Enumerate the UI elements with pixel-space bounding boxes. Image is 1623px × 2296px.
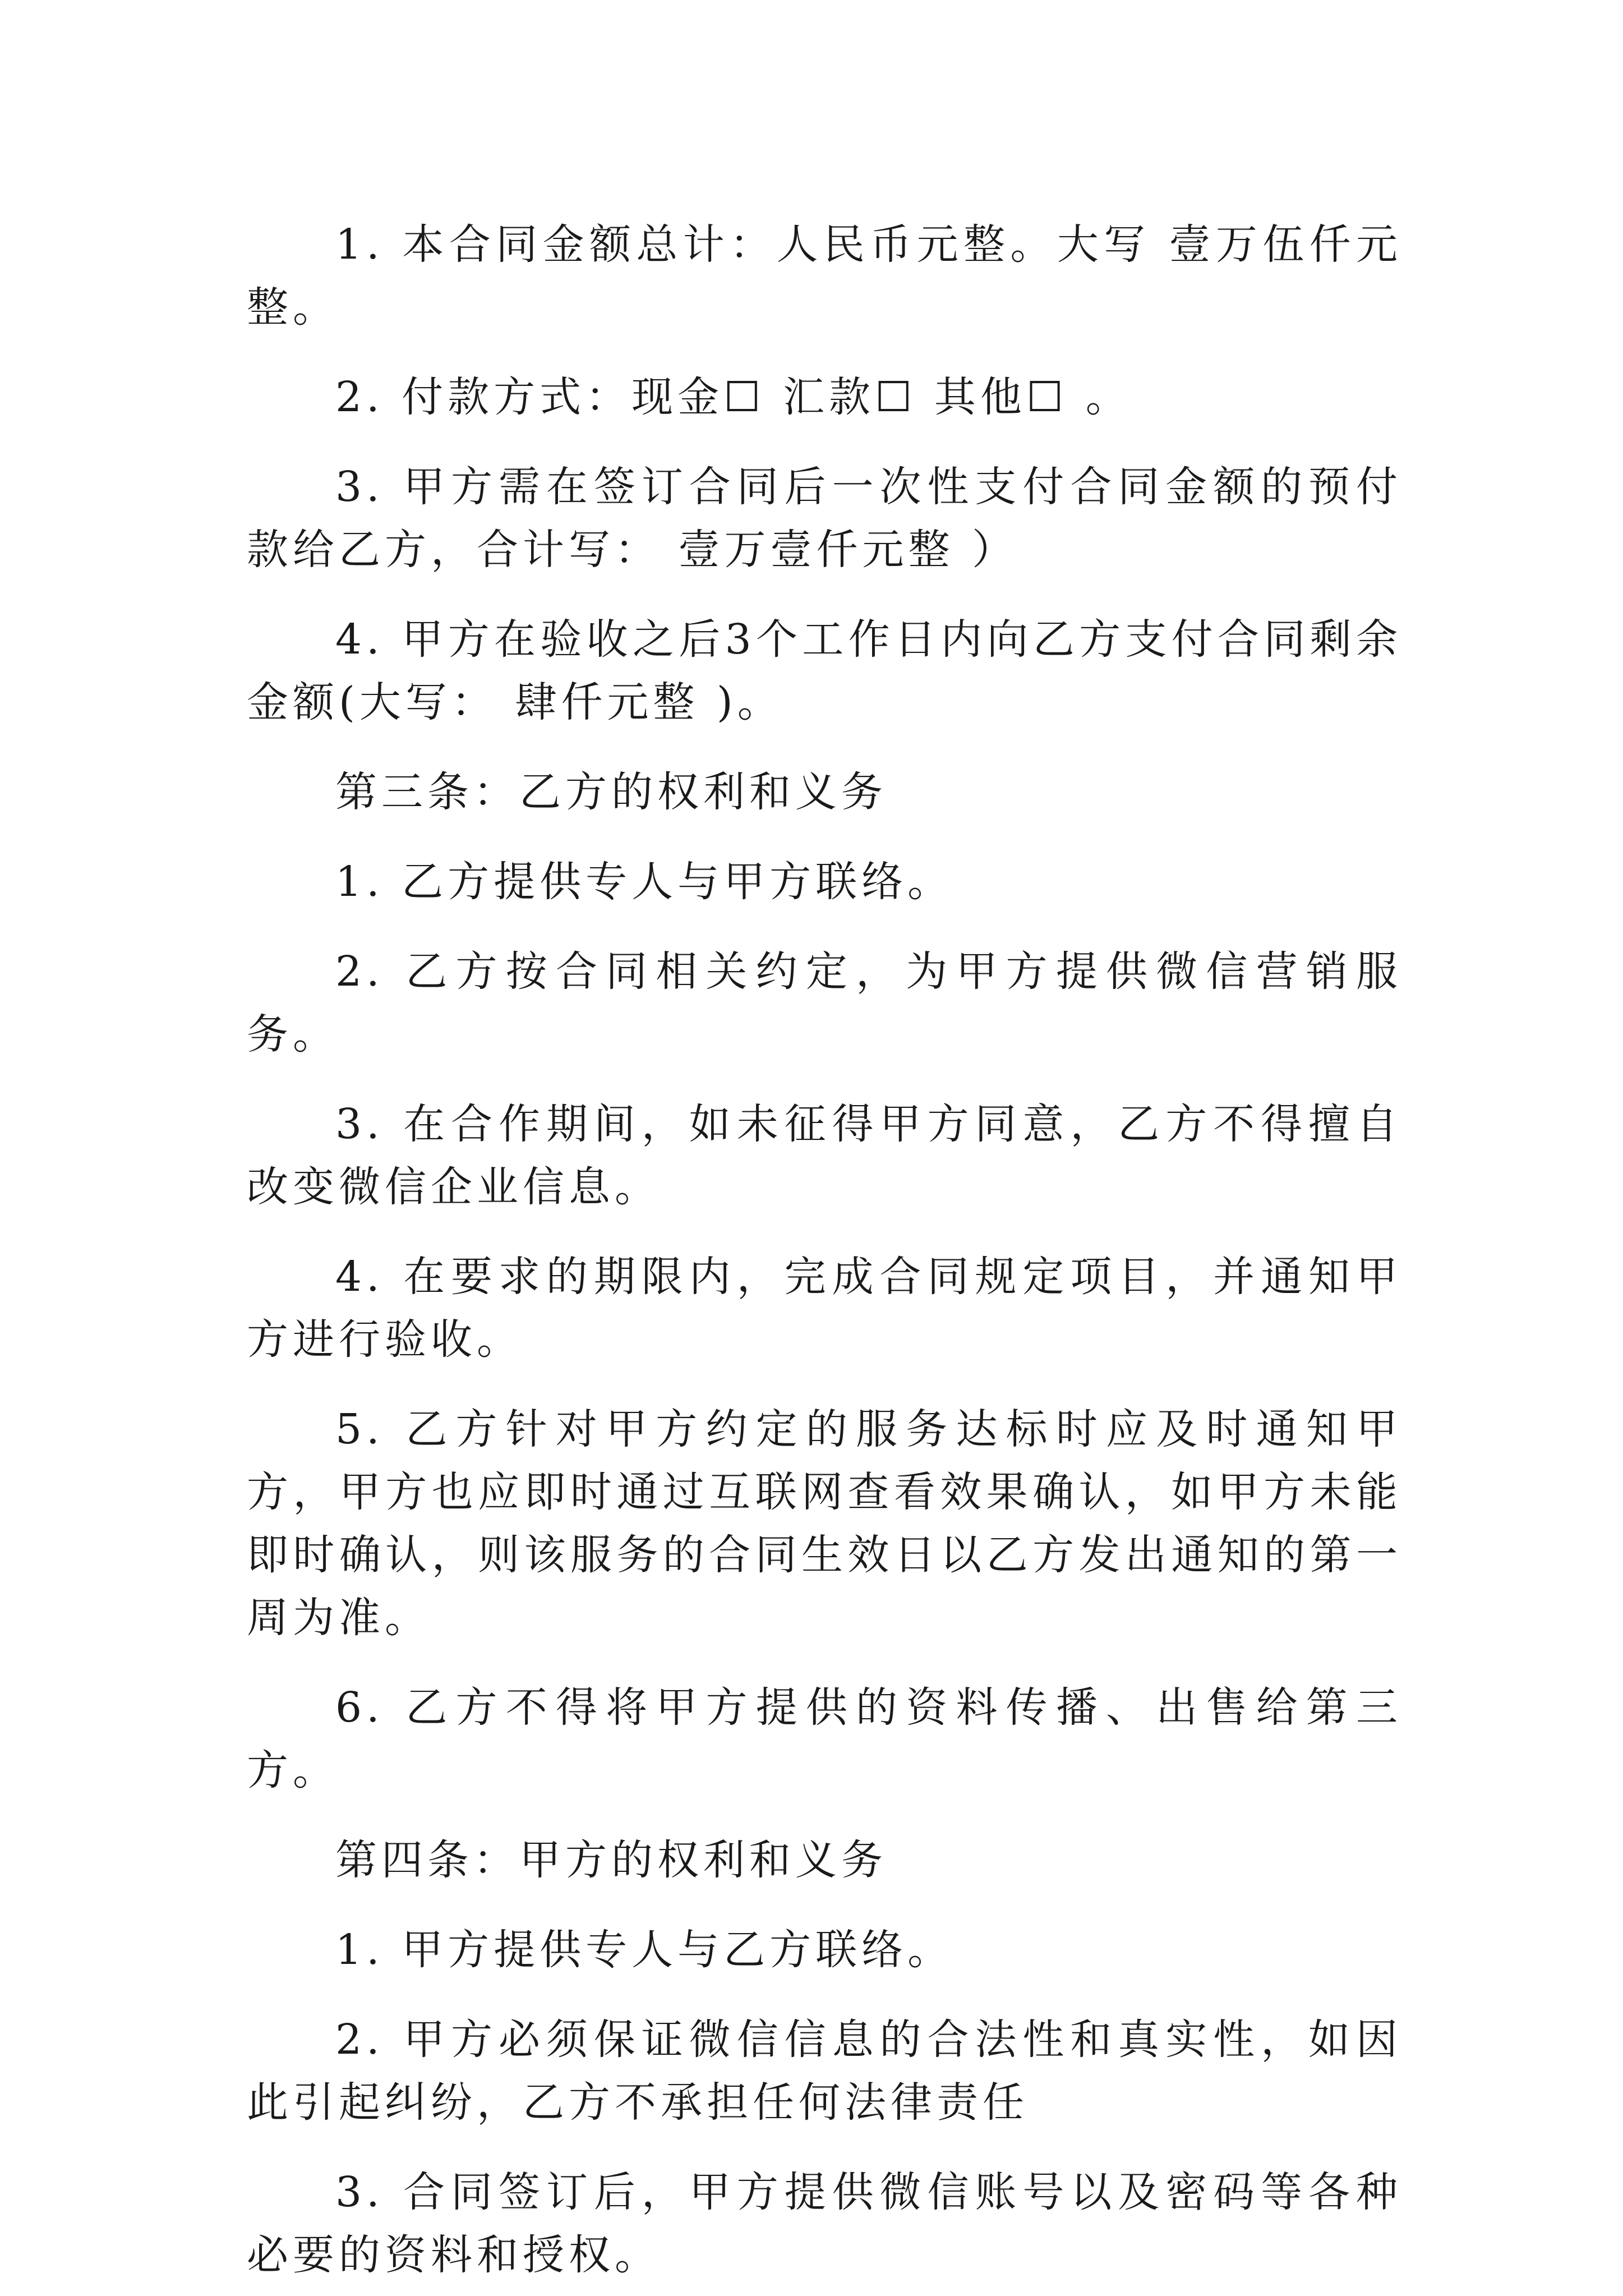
party-b-clause-1: 1. 乙方提供专人与甲方联络。 — [335, 858, 954, 906]
party-b-clause-3: 3. 在合作期间，如未征得甲方同意，乙方不得擅自改变微信企业信息。 — [247, 1100, 1402, 1211]
payment-total-clause: 1. 本合同金额总计：人民币元整。大写 壹万伍仟元整。 — [247, 220, 1402, 332]
party-a-clause-2: 2. 甲方必须保证微信信息的合法性和真实性，如因此引起纠纷，乙方不承担任何法律责任 — [247, 2016, 1402, 2127]
article-four-heading: 第四条：甲方的权利和义务 — [335, 1836, 887, 1884]
party-b-clause-6: 6. 乙方不得将甲方提供的资料传播、出售给第三方。 — [247, 1683, 1402, 1795]
payment-method-clause: 2. 付款方式：现金☐ 汇款☐ 其他☐ 。 — [335, 373, 1132, 421]
final-payment-clause: 4. 甲方在验收之后3个工作日内向乙方支付合同剩余金额(大写： 肆仟元整 )。 — [247, 615, 1402, 726]
article-three-heading: 第三条：乙方的权利和义务 — [335, 768, 887, 816]
party-a-clause-3: 3. 合同签订后，甲方提供微信账号以及密码等各种必要的资料和授权。 — [247, 2168, 1402, 2279]
party-b-clause-2: 2. 乙方按合同相关约定，为甲方提供微信营销服务。 — [247, 947, 1402, 1059]
party-b-clause-5: 5. 乙方针对甲方约定的服务达标时应及时通知甲方，甲方也应即时通过互联网查看效果确认，如甲方未能即时确认，则该服务的合同生效日以乙方发出通知的第一周为准。 — [247, 1405, 1402, 1642]
party-a-clause-1: 1. 甲方提供专人与乙方联络。 — [335, 1926, 954, 1974]
contract-body — [247, 213, 1402, 2286]
party-b-clause-4: 4. 在要求的期限内，完成合同规定项目，并通知甲方进行验收。 — [247, 1253, 1402, 1364]
advance-payment-clause: 3. 甲方需在签订合同后一次性支付合同金额的预付款给乙方，合计写： 壹万壹仟元整 ） — [247, 463, 1402, 574]
